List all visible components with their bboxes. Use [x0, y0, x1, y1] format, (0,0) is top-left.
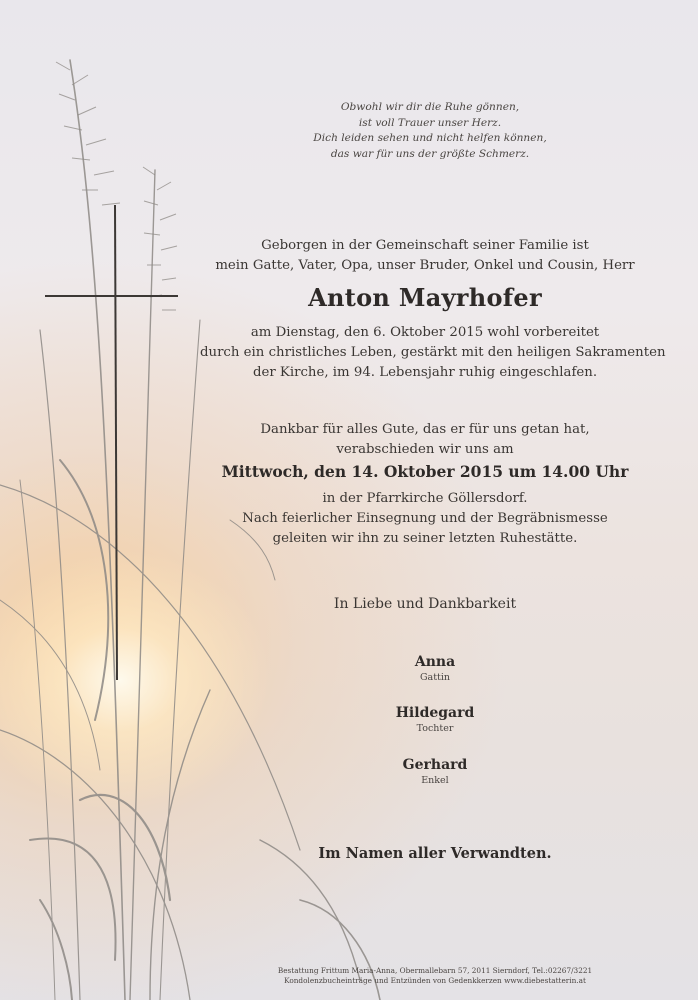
deceased-name: Anton Mayrhofer — [308, 283, 542, 312]
farewell-text — [200, 420, 650, 460]
footer — [270, 966, 600, 986]
memorial-verse — [300, 100, 560, 162]
mourner-relation: Gattin — [419, 672, 451, 683]
verse-line: Obwohl wir dir die Ruhe gönnen, — [340, 101, 520, 113]
closing-line: Im Namen aller Verwandten. — [318, 845, 552, 862]
verse-line: Dich leiden sehen und nicht helfen können, — [313, 132, 547, 144]
mourner-relation: Tochter — [416, 723, 454, 734]
intro-line: mein Gatte, Vater, Opa, unser Bruder, Onkel und Cousin, Herr — [215, 258, 635, 273]
death-notice-line: am Dienstag, den 6. Oktober 2015 wohl vorbereitet — [250, 325, 600, 340]
death-notice-line: der Kirche, im 94. Lebensjahr ruhig eingeschlafen. — [252, 365, 598, 380]
service-details — [200, 489, 650, 549]
death-notice-text — [200, 323, 666, 383]
service-date: Mittwoch, den 14. Oktober 2015 um 14.00 Uhr — [221, 462, 629, 481]
farewell-line: Dankbar für alles Gute, das er für uns getan hat, — [260, 422, 590, 437]
death-notice-line: durch ein christliches Leben, gestärkt mit den heiligen Sakramenten — [200, 345, 666, 360]
verse-line: ist voll Trauer unser Herz. — [358, 116, 502, 129]
intro-text — [200, 236, 650, 276]
mourner-name: Gerhard — [402, 757, 468, 773]
intro-line: Geborgen in der Gemeinschaft seiner Familie ist — [261, 238, 589, 253]
mourner — [300, 654, 570, 683]
footer-line: Bestattung Frittum Maria-Anna, Obermallebarn 57, 2011 Sierndorf, Tel.:02267/3221 — [277, 966, 593, 975]
mourner-name: Hildegard — [395, 705, 475, 721]
verse-line: das war für uns der größte Schmerz. — [330, 147, 530, 160]
mourner-name: Anna — [414, 654, 456, 670]
mourner — [300, 705, 570, 734]
signoff: In Liebe und Dankbarkeit — [333, 596, 517, 612]
service-line: geleiten wir ihn zu seiner letzten Ruhestätte. — [272, 531, 578, 546]
footer-line: Kondolenzbucheinträge und Entzünden von Gedenkkerzen www.diebestatterin.at — [284, 976, 586, 985]
service-line: Nach feierlicher Einsegnung und der Begräbnismesse — [242, 511, 608, 526]
mourner-relation: Enkel — [421, 775, 449, 786]
service-line: in der Pfarrkirche Göllersdorf. — [322, 491, 528, 506]
mourner — [300, 757, 570, 786]
farewell-line: verabschieden wir uns am — [336, 442, 514, 457]
